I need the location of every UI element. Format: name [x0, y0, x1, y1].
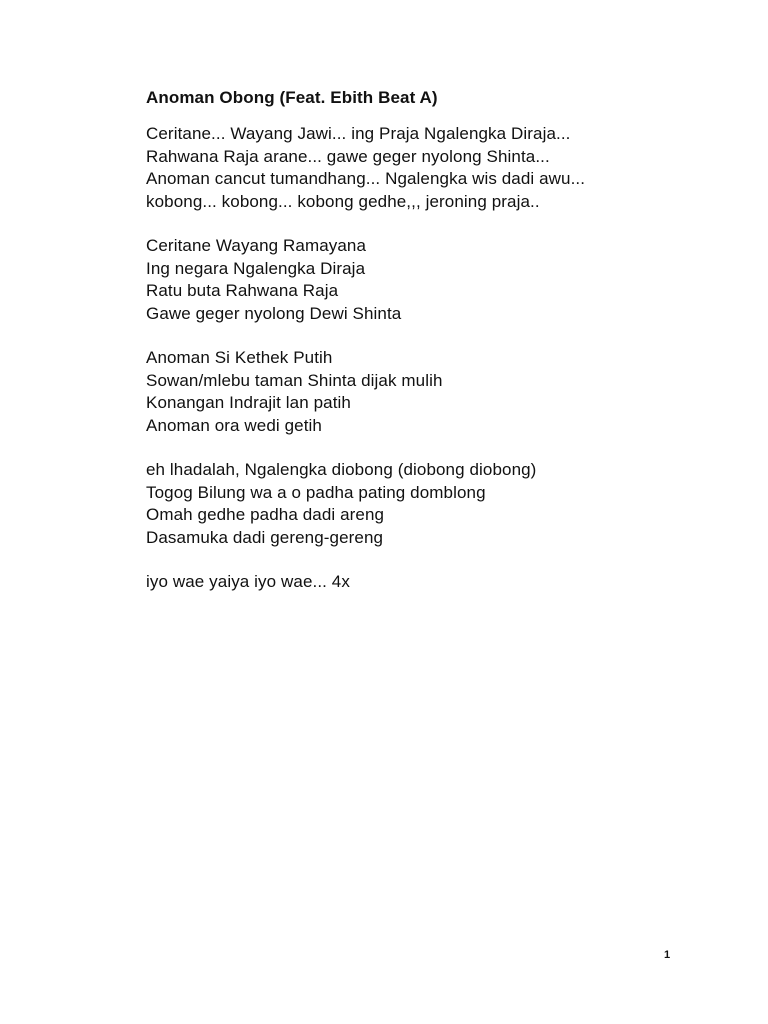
stanza-1: [146, 123, 585, 213]
lyric-line: Anoman Si Kethek Putih: [146, 348, 333, 367]
lyric-line: Anoman cancut tumandhang... Ngalengka wis dadi awu...: [146, 169, 586, 188]
song-title: Anoman Obong (Feat. Ebith Beat A): [146, 88, 438, 107]
lyric-line: Omah gedhe padha dadi areng: [146, 505, 385, 524]
lyric-line: Konangan Indrajit lan patih: [146, 393, 351, 412]
stanza-4: [146, 459, 536, 549]
page-number: 1: [664, 949, 671, 961]
lyric-line: Sowan/mlebu taman Shinta dijak mulih: [146, 370, 443, 390]
lyric-line: eh lhadalah, Ngalengka diobong (diobong diobong): [146, 460, 537, 479]
stanza-2: [146, 235, 401, 325]
lyric-line: Rahwana Raja arane... gawe geger nyolong Shinta...: [146, 146, 550, 166]
lyric-line: Dasamuka dadi gereng-gereng: [146, 527, 384, 547]
lyric-line: Togog Bilung wa a o padha pating domblong: [146, 482, 486, 502]
lyric-line: iyo wae yaiya iyo wae... 4x: [146, 572, 350, 591]
lyric-line: Ceritane... Wayang Jawi... ing Praja Ngalengka Diraja...: [146, 124, 571, 143]
lyric-line: Gawe geger nyolong Dewi Shinta: [146, 303, 402, 323]
lyric-line: Ing negara Ngalengka Diraja: [146, 258, 366, 278]
stanza-3: [146, 347, 443, 437]
lyric-line: Anoman ora wedi getih: [146, 415, 322, 435]
lyric-line: Ratu buta Rahwana Raja: [146, 281, 339, 300]
stanza-5: [146, 571, 350, 594]
lyric-line: Ceritane Wayang Ramayana: [146, 236, 367, 255]
lyric-line: kobong... kobong... kobong gedhe,,, jeroning praja..: [146, 191, 540, 211]
